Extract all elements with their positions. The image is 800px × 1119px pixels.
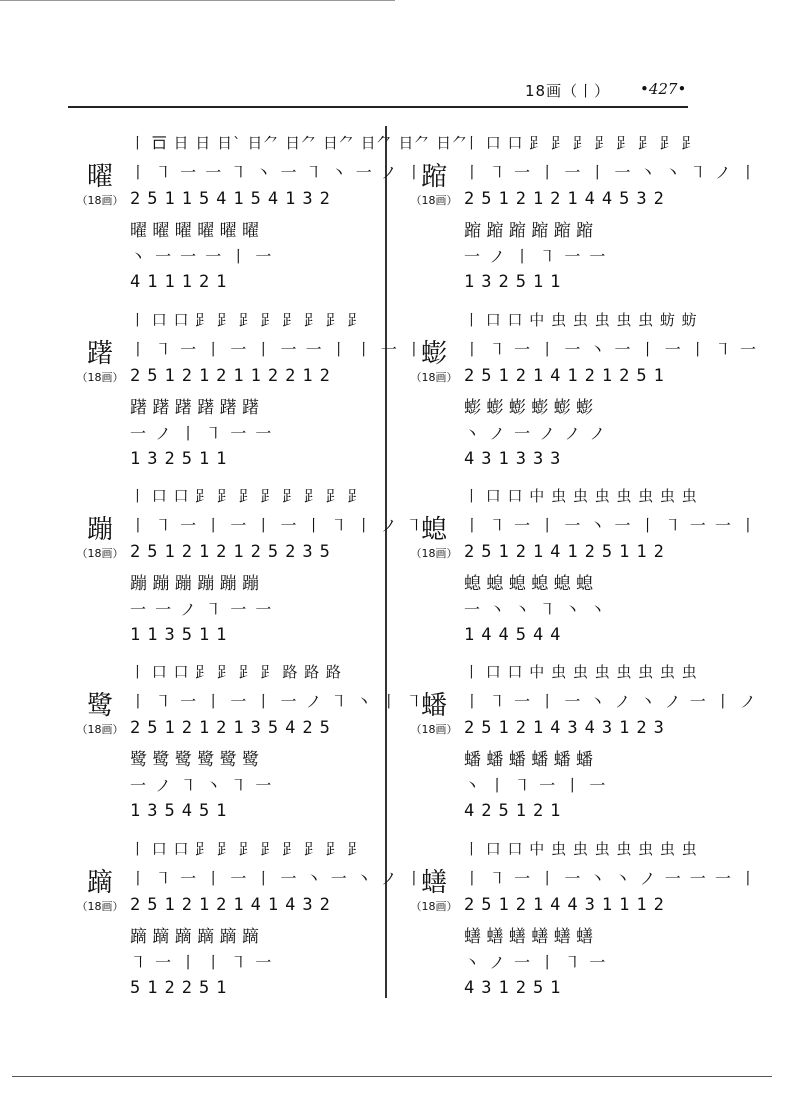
stroke-sequence-row-2: 蟠 蟠 蟠 蟠 蟠 蟠	[464, 750, 594, 770]
stroke-sequence-row-2: 蹢 蹢 蹢 蹢 蹢 蹢	[130, 927, 260, 947]
stroke-count: （18画）	[76, 900, 124, 913]
stroke-type-row-1: 丨 ㇕ 一 丨 一 丶 丶 ノ 一 一 一 丨	[464, 869, 758, 888]
stroke-type-row-1: 丨 ㇕ 一 丨 一 丨 一 丶 一 丶 ノ 丨	[130, 869, 424, 888]
stroke-code-row-2: 132511	[464, 272, 568, 292]
stroke-sequence-row-2: 蹦 蹦 蹦 蹦 蹦 蹦	[130, 574, 260, 594]
stroke-code-row-1: 251212112212	[130, 366, 337, 386]
char-entry	[76, 485, 424, 645]
head-character: 蹜	[420, 162, 447, 192]
stroke-code-row-2: 411121	[130, 272, 234, 292]
stroke-count: （18画）	[410, 547, 458, 560]
stroke-code-row-1: 251214121251	[464, 366, 671, 386]
stroke-sequence-row-1: 丨 口 口 中 虫 虫 虫 虫 虫 蚄 蚄	[464, 311, 698, 329]
stroke-type-row-2: 丶 ノ 一 ノ ノ ノ	[464, 424, 608, 443]
char-entry	[76, 309, 424, 469]
stroke-sequence-row-2: 躇 躇 躇 躇 躇 躇	[130, 398, 260, 418]
stroke-type-row-1: 丨 ㇕ 一 丨 一 丨 一 丨 ㇕ 丨 ノ ㇕	[130, 516, 424, 535]
stroke-type-row-2: ㇕ 一 丨 丨 ㇕ 一	[130, 953, 274, 972]
head-character: 蹢	[86, 868, 113, 898]
stroke-code-row-2: 431251	[464, 978, 568, 998]
stroke-type-row-2: 丶 丨 ㇕ 一 丨 一	[464, 776, 608, 795]
stroke-code-row-2: 132511	[130, 449, 234, 469]
stroke-code-row-2: 135451	[130, 801, 234, 821]
char-entry	[410, 485, 758, 645]
head-character: 螅	[420, 515, 447, 545]
stroke-type-row-2: 丶 ノ 一 丨 ㇕ 一	[464, 953, 608, 972]
head-character: 蟮	[420, 868, 447, 898]
stroke-code-row-1: 251212135425	[130, 718, 337, 738]
stroke-count: （18画）	[76, 547, 124, 560]
stroke-sequence-row-1: 丨 口 口 𧾷 𧾷 𧾷 𧾷 𧾷 𧾷 𧾷 𧾷	[130, 840, 364, 858]
stroke-sequence-row-1: 丨 𠮛 日 日 日ˋ 日⺈ 日⺈ 日⺈ 日⺈ 日⺈ 日⺈	[130, 134, 469, 152]
stroke-sequence-row-2: 螅 螅 螅 螅 螅 螅	[464, 574, 594, 594]
stroke-sequence-row-2: 蟮 蟮 蟮 蟮 蟮 蟮	[464, 927, 594, 947]
head-character: 蟠	[420, 691, 447, 721]
stroke-sequence-row-1: 丨 口 口 中 虫 虫 虫 虫 虫 虫 虫	[464, 840, 698, 858]
stroke-count: （18画）	[410, 371, 458, 384]
stroke-type-row-1: 丨 ㇕ 一 丨 一 丨 一 丶 丶 ㇕ ノ 丨	[464, 163, 758, 182]
char-entry	[410, 661, 758, 821]
stroke-code-row-1: 251214343123	[464, 718, 671, 738]
stroke-type-row-2: 一 ノ 丨 ㇕ 一 一	[130, 424, 274, 443]
stroke-code-row-2: 113511	[130, 625, 234, 645]
head-character: 蹦	[86, 515, 113, 545]
stroke-code-row-1: 251212144532	[464, 189, 671, 209]
stroke-code-row-2: 425121	[464, 801, 568, 821]
stroke-sequence-row-2: 蹜 蹜 蹜 蹜 蹜 蹜	[464, 221, 594, 241]
char-entry	[410, 309, 758, 469]
stroke-sequence-row-2: 曜 曜 曜 曜 曜 曜	[130, 221, 260, 241]
stroke-sequence-row-1: 丨 口 口 中 虫 虫 虫 虫 虫 虫 虫	[464, 487, 698, 505]
char-entry	[76, 838, 424, 998]
head-character: 躇	[86, 339, 113, 369]
stroke-type-row-1: 丨 ㇕ 一 丨 一 丨 一 一 丨 丨 一 丨	[130, 340, 424, 359]
char-entry	[76, 132, 469, 292]
head-character: 蟛	[420, 339, 447, 369]
char-entry	[410, 132, 758, 292]
stroke-type-row-2: 一 ノ 丨 ㇕ 一 一	[464, 247, 608, 266]
stroke-code-row-1: 251214431112	[464, 895, 671, 915]
page-number: •427•	[640, 80, 687, 98]
stroke-count: （18画）	[76, 194, 124, 207]
stroke-sequence-row-1: 丨 口 口 𧾷 𧾷 𧾷 𧾷 𧾷 𧾷 𧾷 𧾷	[464, 134, 698, 152]
char-entry	[410, 838, 758, 998]
stroke-sequence-row-2: 蟛 蟛 蟛 蟛 蟛 蟛	[464, 398, 594, 418]
stroke-type-row-2: 一 丶 丶 ㇕ 丶 丶	[464, 600, 608, 619]
stroke-type-row-1: 丨 ㇕ 一 丨 一 丶 一 丨 ㇕ 一 一 丨	[464, 516, 758, 535]
stroke-count: （18画）	[76, 371, 124, 384]
head-character: 曜	[86, 162, 113, 192]
char-entry	[76, 661, 424, 821]
stroke-count: （18画）	[410, 900, 458, 913]
stroke-count: （18画）	[410, 723, 458, 736]
page-header	[68, 78, 688, 108]
bottom-rule	[12, 1076, 772, 1077]
stroke-sequence-row-1: 丨 口 口 中 虫 虫 虫 虫 虫 虫 虫	[464, 663, 698, 681]
stroke-code-row-1: 251212125235	[130, 542, 337, 562]
head-character: 鹭	[86, 691, 113, 721]
stroke-code-row-1: 251154154132	[130, 189, 337, 209]
stroke-code-row-2: 144544	[464, 625, 568, 645]
stroke-count: （18画）	[410, 194, 458, 207]
stroke-type-row-2: 一 ノ ㇕ 丶 ㇕ 一	[130, 776, 274, 795]
stroke-type-row-1: 丨 ㇕ 一 一 ㇕ 丶 一 ㇕ 丶 一 ノ 丨	[130, 163, 424, 182]
stroke-code-row-1: 251212141432	[130, 895, 337, 915]
stroke-sequence-row-1: 丨 口 口 𧾷 𧾷 𧾷 𧾷 𧾷 𧾷 𧾷 𧾷	[130, 487, 364, 505]
stroke-type-row-1: 丨 ㇕ 一 丨 一 丶 一 丨 一 丨 ㇕ 一	[464, 340, 758, 359]
stroke-code-row-1: 251214125112	[464, 542, 671, 562]
top-rule	[0, 0, 395, 1]
stroke-sequence-row-2: 鹭 鹭 鹭 鹭 鹭 鹭	[130, 750, 260, 770]
stroke-code-row-2: 431333	[464, 449, 568, 469]
stroke-code-row-2: 512251	[130, 978, 234, 998]
stroke-type-row-2: 丶 一 一 一 丨 一	[130, 247, 274, 266]
stroke-sequence-row-1: 丨 口 口 𧾷 𧾷 𧾷 𧾷 路 路 路	[130, 663, 342, 681]
stroke-type-row-1: 丨 ㇕ 一 丨 一 丨 一 ノ ㇕ 丶 丨 ㇕	[130, 692, 424, 711]
stroke-count: （18画）	[76, 723, 124, 736]
stroke-type-row-2: 一 一 ノ ㇕ 一 一	[130, 600, 274, 619]
section-label: 18画（丨）	[525, 82, 611, 100]
stroke-type-row-1: 丨 ㇕ 一 丨 一 丶 ノ 丶 ノ 一 丨 ノ	[464, 692, 758, 711]
stroke-sequence-row-1: 丨 口 口 𧾷 𧾷 𧾷 𧾷 𧾷 𧾷 𧾷 𧾷	[130, 311, 364, 329]
